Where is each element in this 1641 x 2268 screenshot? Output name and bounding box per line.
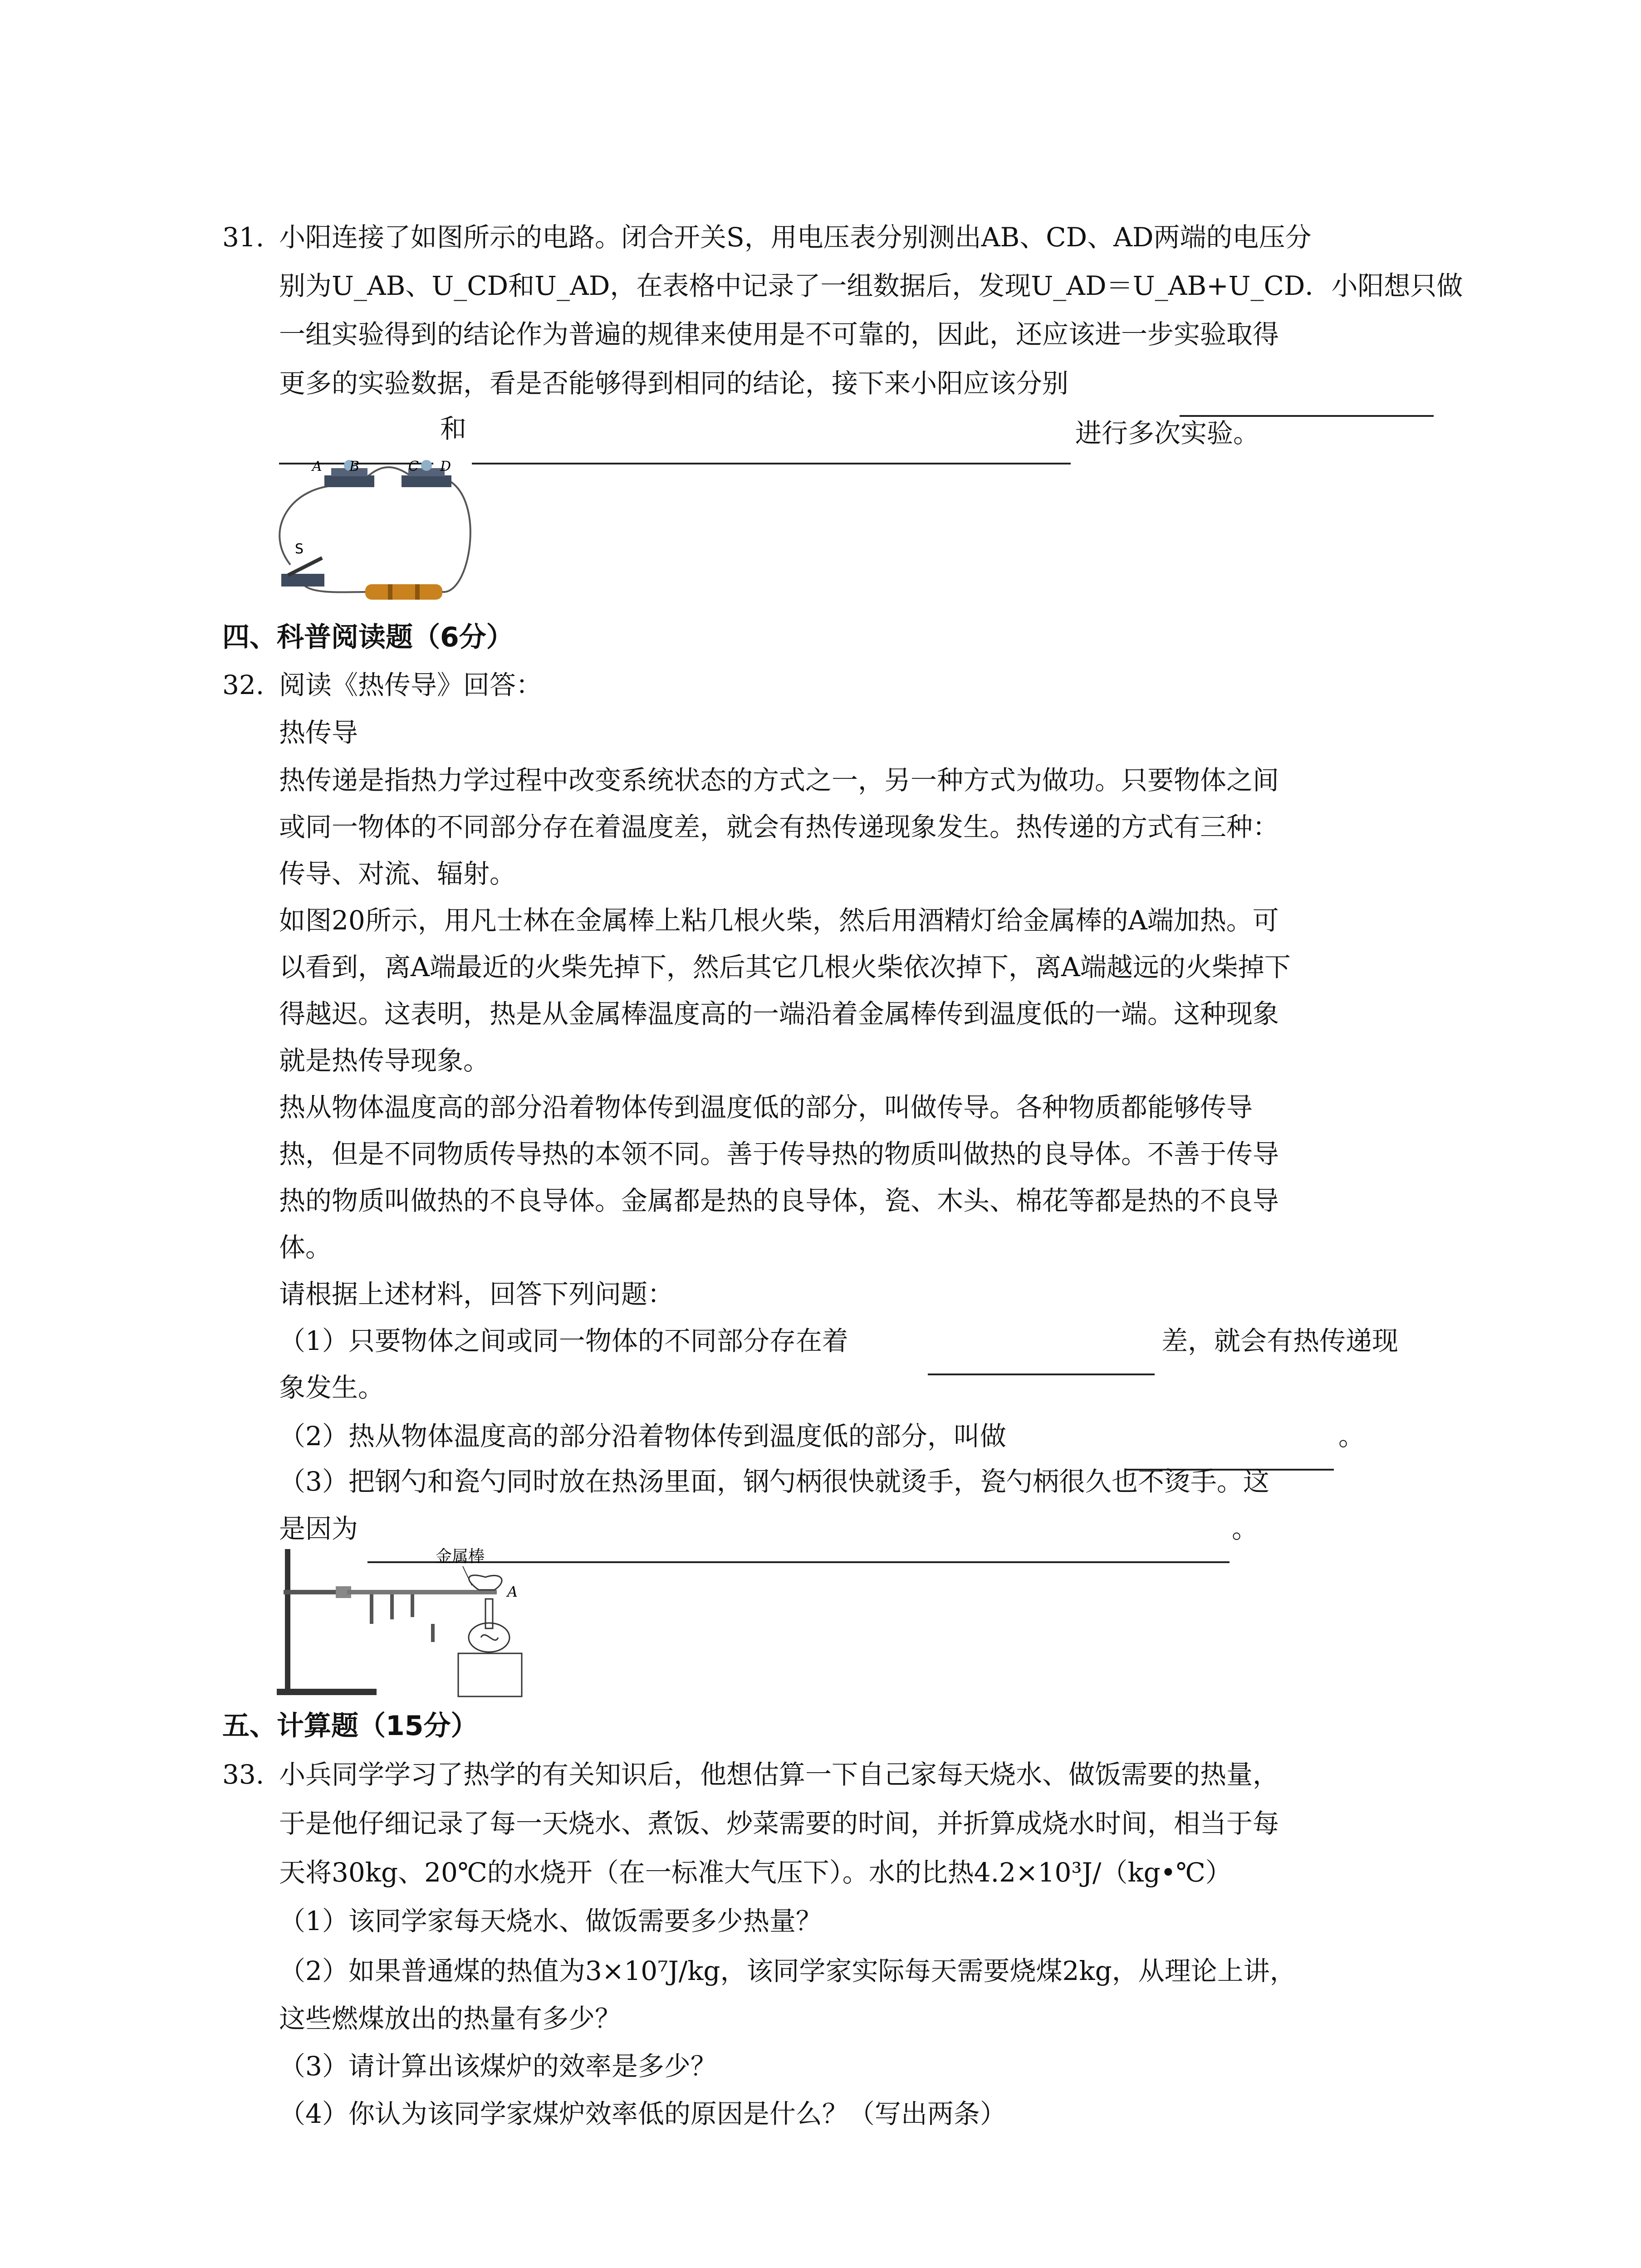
q31-answer-blank-1[interactable] (1180, 388, 1434, 417)
metal-rod (347, 1590, 497, 1594)
q32-sub1-head: （1）只要物体之间或同一物体的不同部分存在着 (279, 1325, 848, 1356)
q32-prompt: 请根据上述材料，回答下列问题： (279, 1279, 674, 1310)
q33-line-1: 小兵同学学习了热学的有关知识后，他想估算一下自己家每天烧水、做饭需要的热量， (279, 1759, 1279, 1790)
q32-sub1-tail: 差，就会有热传递现 (1161, 1325, 1399, 1356)
q31-answer-blank-3[interactable] (472, 435, 1071, 464)
q32-sub2-head: （2）热从物体温度高的部分沿着物体传到温度低的部分，叫做 (279, 1421, 1006, 1452)
q31-line-2: 别为U_AB、U_CD和U_AD，在表格中记录了一组数据后，发现U_AD＝U_AB+U_CD．小阳想只做 (279, 270, 1463, 301)
match-3 (411, 1594, 414, 1617)
label-b: B (349, 459, 360, 474)
q33-sub2-line-2: 这些燃煤放出的热量有多少？ (279, 2003, 622, 2034)
section-5-title: 五、计算题（15分） (222, 1710, 478, 1742)
q31-line-1: 小阳连接了如图所示的电路。闭合开关S，用电压表分别测出AB、CD、AD两端的电压分 (279, 222, 1312, 253)
q31-line-5-tail: 进行多次实验。 (1075, 418, 1260, 449)
q32-sub1-cont: 象发生。 (279, 1372, 385, 1403)
q32-para-line-11: 体。 (279, 1232, 332, 1263)
question-31-number: 31. (222, 222, 265, 253)
q32-para-line-8: 热从物体温度高的部分沿着物体传到温度低的部分，叫做传导。各种物质都能够传导 (279, 1092, 1253, 1123)
q32-para-line-4: 如图20所示，用凡士林在金属棒上粘几根火柴，然后用酒精灯给金属棒的A端加热。可 (279, 905, 1279, 936)
q32-para-line-9: 热，但是不同物质传导热的本领不同。善于传导热的物质叫做热的良导体。不善于传导 (279, 1139, 1279, 1169)
question-33-number: 33. (222, 1759, 265, 1790)
q32-sub3-line-1: （3）把钢勺和瓷勺同时放在热汤里面，钢勺柄很快就烫手，瓷勺柄很久也不烫手。这 (279, 1466, 1269, 1497)
q31-line-4 (279, 365, 1068, 401)
rod-label: 金属棒 (436, 1547, 485, 1566)
q32-sub2-tail: 。 (1338, 1421, 1365, 1452)
q33-sub2-line-1: （2）如果普通煤的热值为3×10⁷J/kg，该同学家实际每天需要烧煤2kg，从理论上讲， (279, 1955, 1296, 1986)
bulb-cd-icon (421, 460, 432, 471)
q32-para-line-1: 热传递是指热力学过程中改变系统状态的方式之一，另一种方式为做功。只要物体之间 (279, 765, 1279, 796)
q32-intro: 阅读《热传导》回答： (279, 670, 543, 700)
q31-and-word: 和 (440, 413, 467, 444)
q31-line-3: 一组实验得到的结论作为普遍的规律来使用是不可靠的，因此，还应该进一步实验取得 (279, 319, 1279, 350)
match-1 (370, 1594, 373, 1624)
label-d: D (440, 459, 451, 474)
label-c: C (408, 459, 419, 474)
flame-icon (469, 1575, 502, 1590)
match-4 (431, 1624, 435, 1642)
switch-icon (281, 574, 324, 587)
q32-article-title: 热传导 (279, 717, 358, 748)
section-4-title: 四、科普阅读题（6分） (222, 621, 514, 653)
circuit-figure (272, 454, 490, 608)
q33-sub4: （4）你认为该同学家煤炉效率低的原因是什么？（写出两条） (279, 2098, 1006, 2129)
lamp-stand (458, 1653, 522, 1696)
heat-conduction-figure (272, 1545, 526, 1699)
q33-sub1: （1）该同学家每天烧水、做饭需要多少热量？ (279, 1906, 822, 1936)
match-2 (390, 1594, 394, 1619)
label-s: S (295, 541, 304, 557)
q32-sub1-blank[interactable] (928, 1346, 1155, 1375)
end-a-label: A (507, 1583, 518, 1600)
question-32-number: 32. (222, 670, 265, 700)
q32-sub3-head: 是因为 (279, 1513, 358, 1544)
q33-line-2: 于是他仔细记录了每一天烧水、煮饭、炒菜需要的时间，并折算成烧水时间，相当于每 (279, 1808, 1279, 1839)
q32-sub3-tail: 。 (1232, 1513, 1259, 1544)
q32-para-line-3: 传导、对流、辐射。 (279, 858, 516, 889)
q32-para-line-2: 或同一物体的不同部分存在着温度差，就会有热传递现象发生。热传递的方式有三种： (279, 811, 1279, 842)
battery-icon (365, 584, 442, 600)
q32-para-line-7: 就是热传导现象。 (279, 1045, 490, 1076)
q33-sub3: （3）请计算出该煤炉的效率是多少？ (279, 2051, 717, 2082)
q33-line-3: 天将30kg、20℃的水烧开（在一标准大气压下）。水的比热4.2×10³J/（kg•℃） (279, 1857, 1232, 1888)
stand-base (277, 1689, 377, 1695)
q32-para-line-5: 以看到，离A端最近的火柴先掉下，然后其它几根火柴依次掉下，离A端越远的火柴掉下 (279, 952, 1291, 982)
q31-line-4-text: 更多的实验数据，看是否能够得到相同的结论，接下来小阳应该分别 (279, 368, 1069, 399)
q32-para-line-6: 得越迟。这表明，热是从金属棒温度高的一端沿着金属棒传到温度低的一端。这种现象 (279, 998, 1279, 1029)
q32-para-line-10: 热的物质叫做热的不良导体。金属都是热的良导体，瓷、木头、棉花等都是热的不良导 (279, 1185, 1279, 1216)
label-a: A (312, 459, 322, 474)
